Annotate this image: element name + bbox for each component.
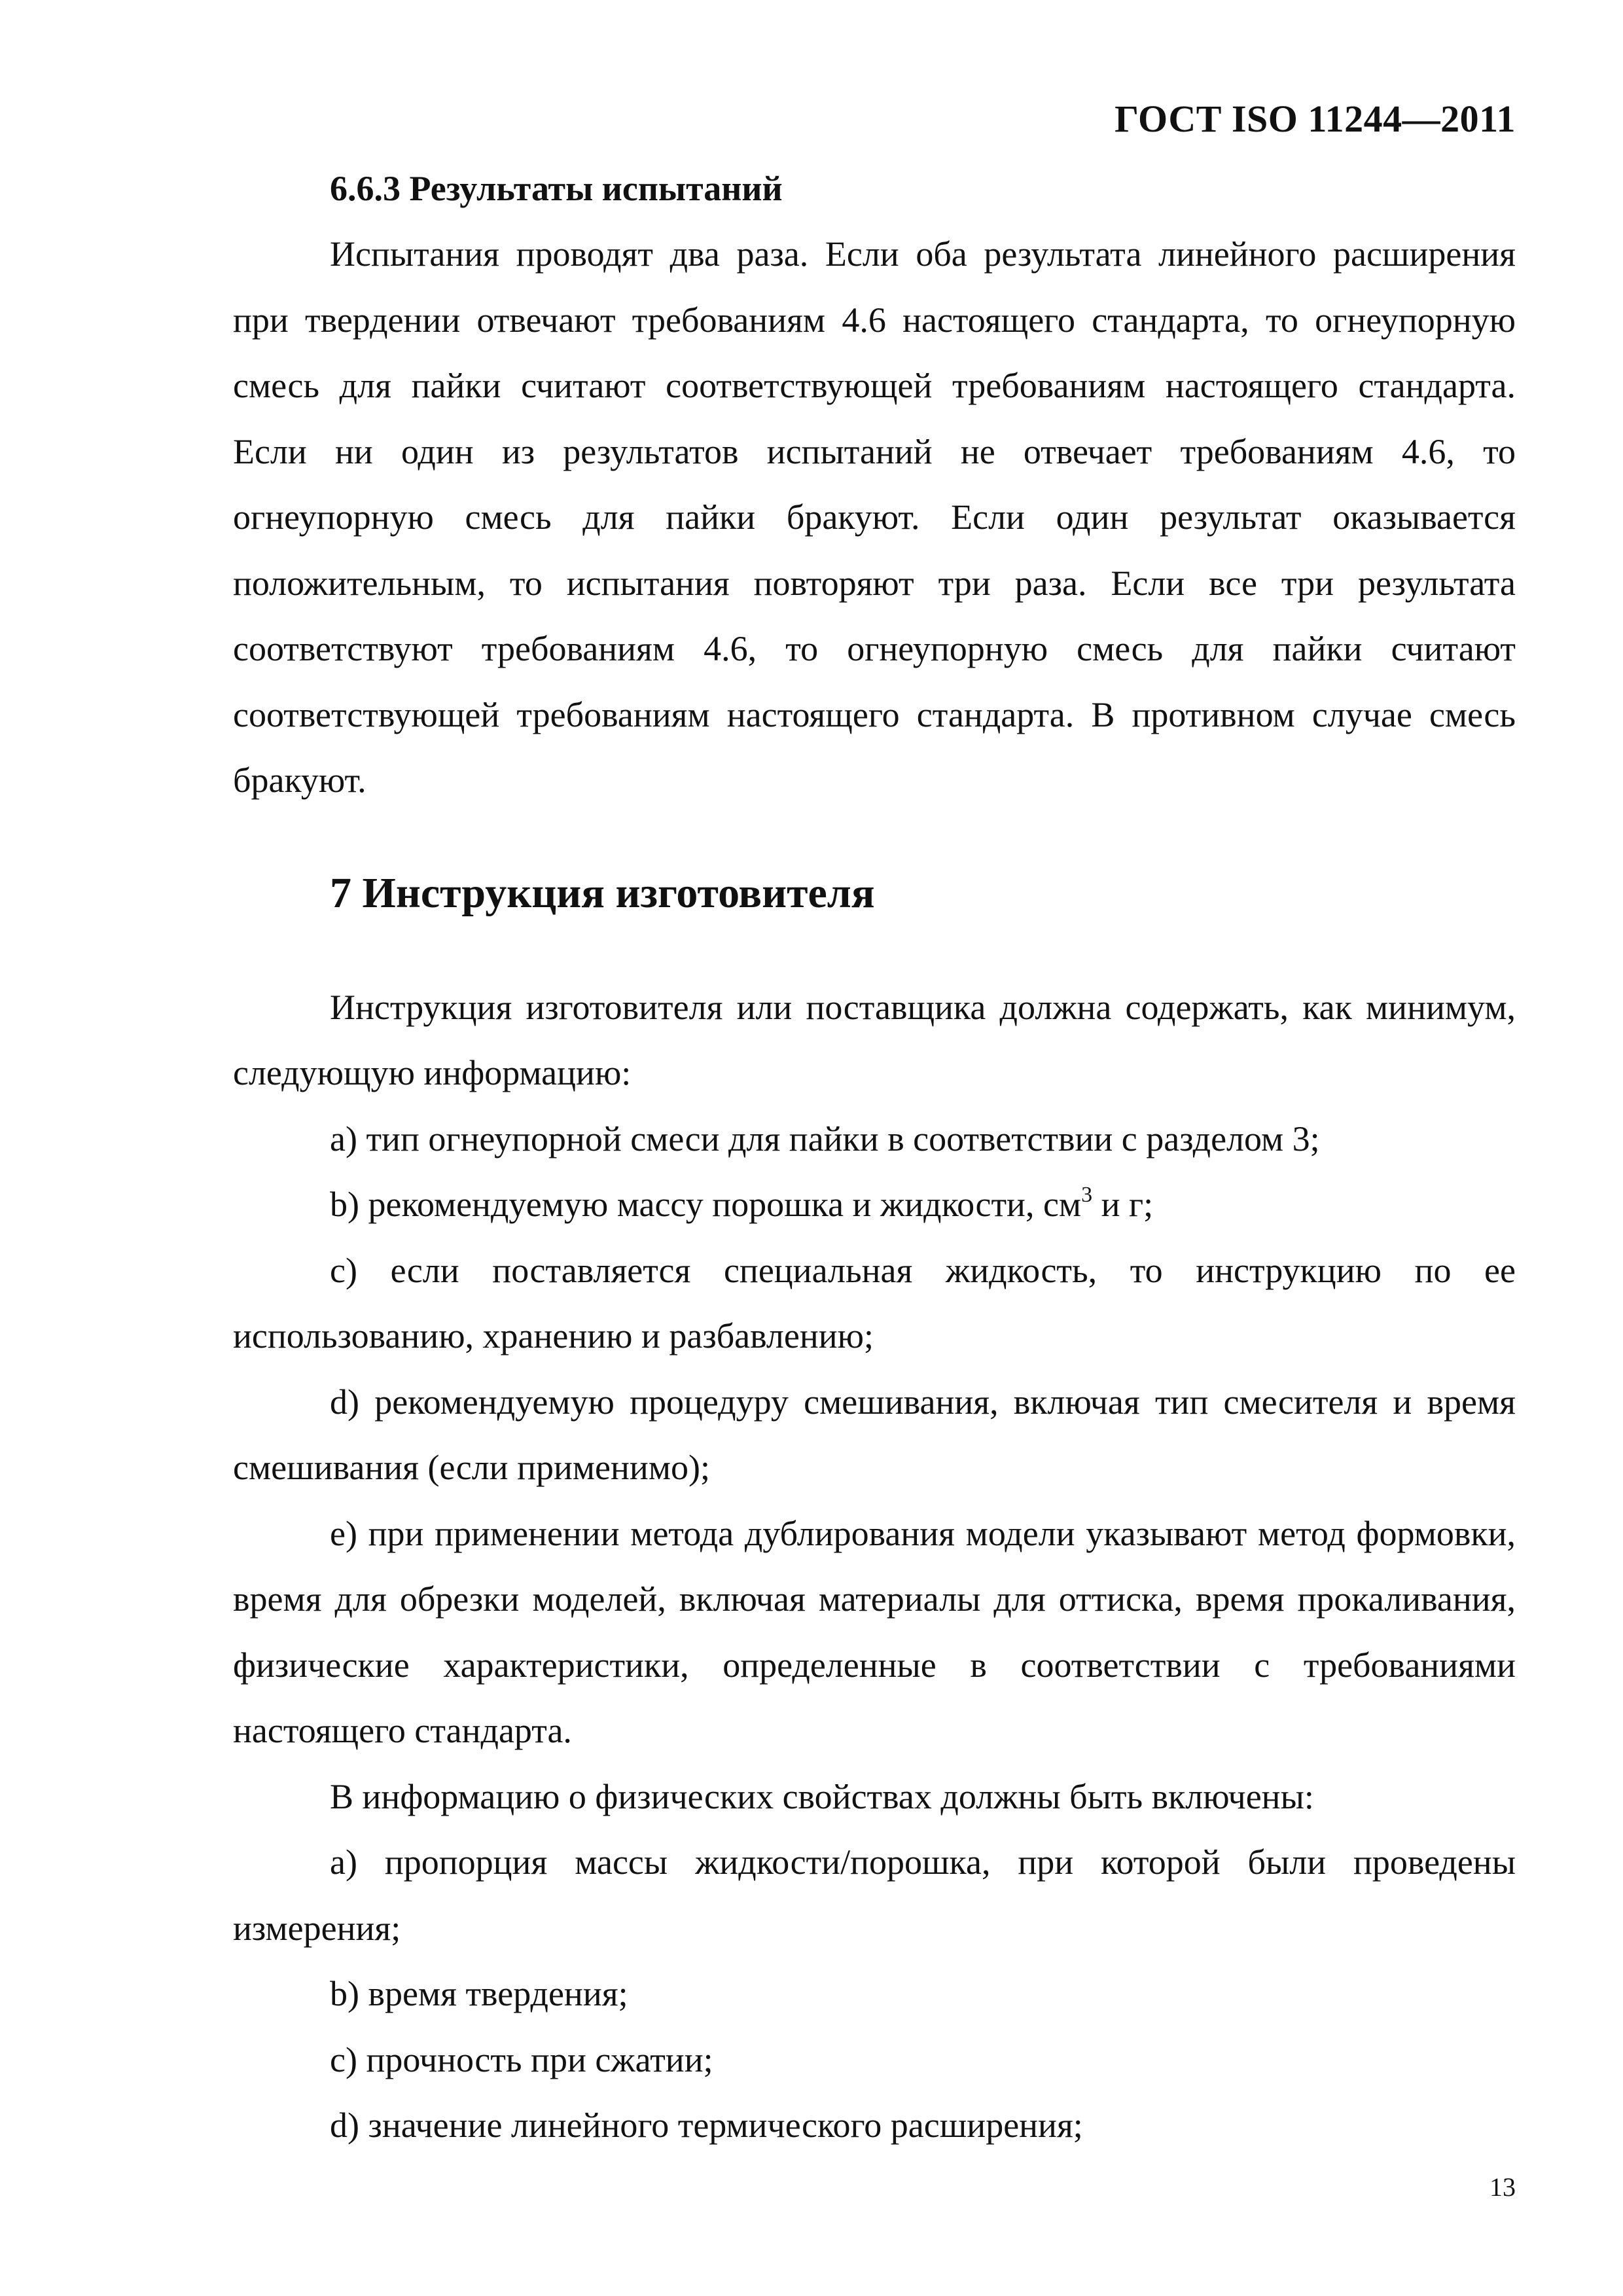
physical-item-a: a) пропорция массы жидкости/порошка, при которой были проведены измерения; (233, 1842, 1516, 1948)
list-item-b-suffix: и г; (1092, 1185, 1154, 1224)
page-number: 13 (1489, 2172, 1516, 2202)
list-item-d: d) рекомендуемую процедуру смешивания, включая тип смесителя и время смешивания (если применимо); (233, 1382, 1516, 1487)
section-title: 7 Инструкция изготовителя (330, 869, 875, 917)
list-item-b-text: b) рекомендуемую массу порошка и жидкости, см (330, 1185, 1082, 1224)
list-item-b (233, 1172, 1516, 1238)
physical-item-b: b) время твердения; (330, 1974, 628, 2013)
section-intro-paragraph: Инструкция изготовителя или поставщика должна содержать, как минимум, следующую информацию: (233, 987, 1516, 1092)
subsection-title: 6.6.3 Результаты испытаний (330, 169, 783, 208)
page-content (233, 156, 1516, 2159)
list-item-c: c) если поставляется специальная жидкость, то инструкцию по ее использованию, хранению и разбавлению; (233, 1250, 1516, 1355)
physical-properties-intro: В информацию о физических свойствах должны быть включены: (330, 1776, 1314, 1816)
test-results-paragraph: Испытания проводят два раза. Если оба результата линейного расширения при твердении отвечают требованиям 4.6 настоящего стандарта, то огнеупорную смесь для пайки считают соответствующей требованиям настоящего стандарта. Если ни один из результатов испытаний не отвечает требованиям 4.6, то огнеупорную смесь для пайки бракуют. Если один результат оказывается положительным, то испытания повторяют три раза. Если все три результата соответствуют требованиям 4.6, то огнеупорную смесь для пайки считают соответствующей требованиям настоящего стандарта. В противном случае смесь бракуют. (233, 234, 1516, 800)
superscript-cube: 3 (1081, 1183, 1093, 1207)
standard-code-header: ГОСТ ISO 11244—2011 (1115, 98, 1516, 140)
physical-item-d: d) значение линейного термического расширения; (330, 2106, 1083, 2145)
physical-item-c: c) прочность при сжатии; (330, 2039, 713, 2079)
list-item-a: a) тип огнеупорной смеси для пайки в соответствии с разделом 3; (330, 1119, 1320, 1158)
list-item-e: e) при применении метода дублирования модели указывают метод формовки, время для обрезки моделей, включая материалы для оттиска, время прокаливания, физические характеристики, определенные в соответствии с требованиями настоящего стандарта. (233, 1513, 1516, 1750)
